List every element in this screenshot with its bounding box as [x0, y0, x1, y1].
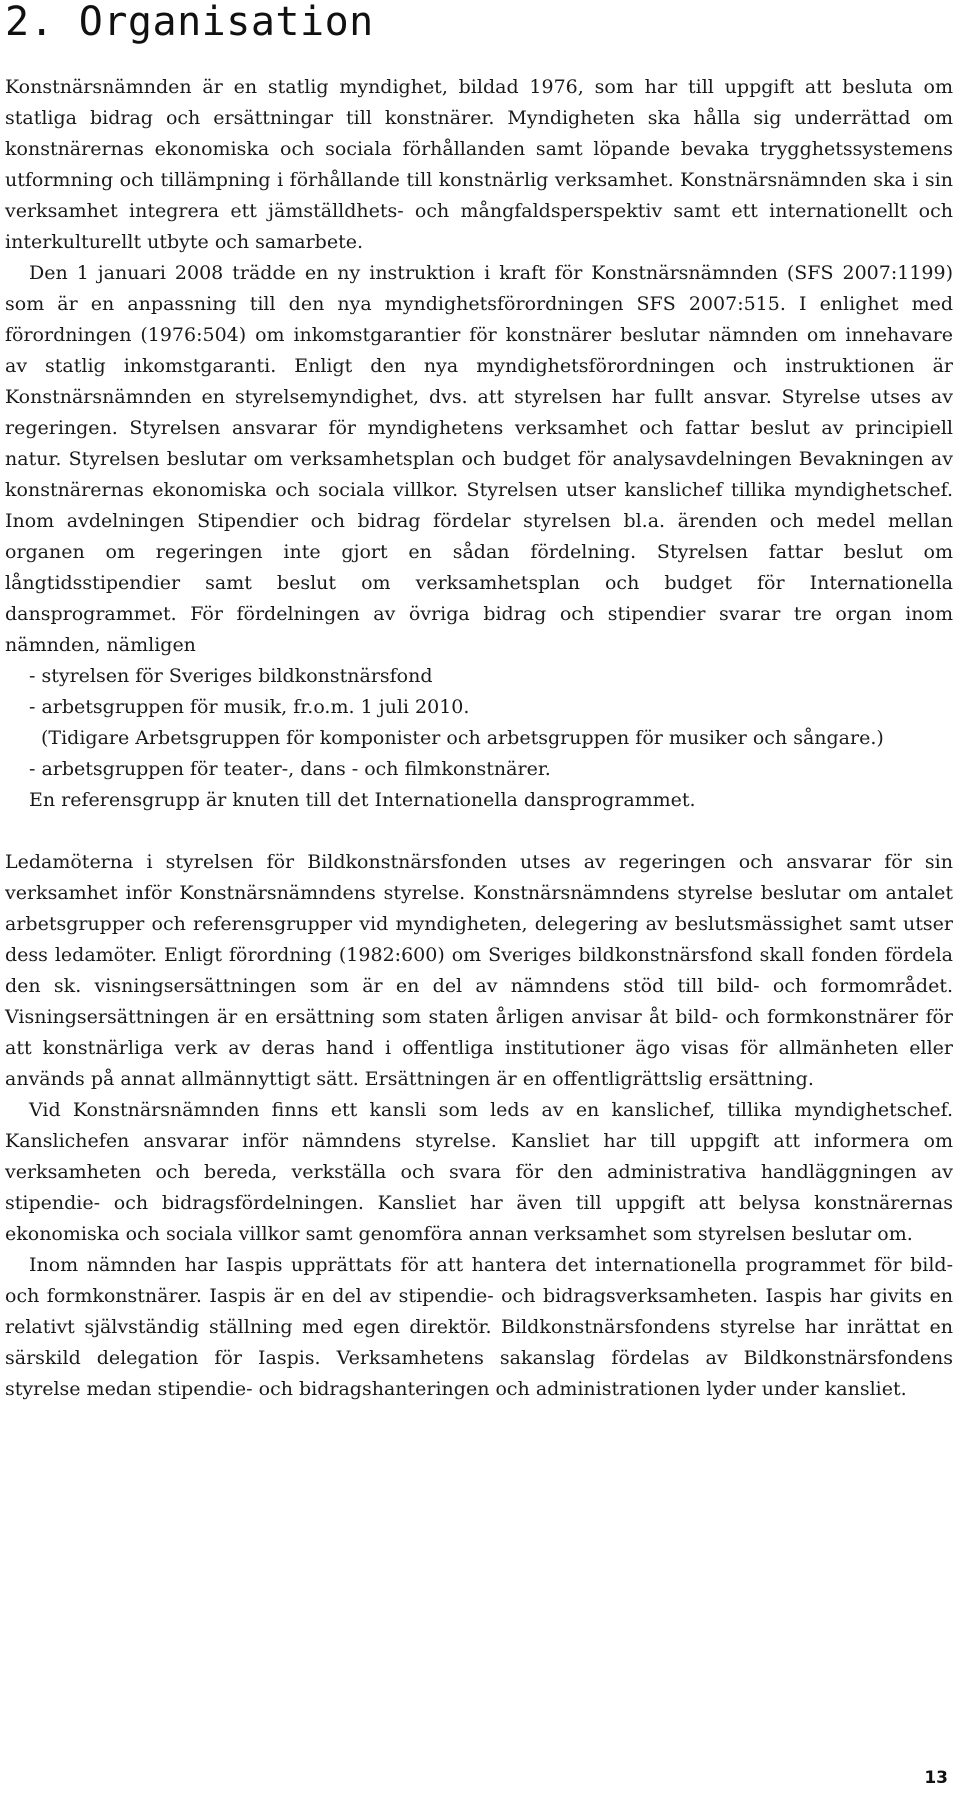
organ-list: [5, 661, 953, 816]
page-number: 13: [924, 1768, 948, 1788]
paragraph-kansli: Vid Konstnärsnämnden finns ett kansli som leds av en kanslichef, tillika myndighetschef. Kanslichefen ansvarar inför nämndens styrelse. Kansliet har till uppgift att informera om verksamheten och bereda, verkställa och svara för den administrativa handläggningen av stipendie- och bidragsfördelningen. Kansliet har även till uppgift att belysa konstnärernas ekonomiska och sociala villkor samt genomföra annan verksamhet som styrelsen beslutar om.: [5, 1099, 953, 1245]
paragraph-bildkonstnarsfonden: Ledamöterna i styrelsen för Bildkonstnärsfonden utses av regeringen och ansvarar för sin verksamhet inför Konstnärsnämndens styrelse. Konstnärsnämndens styrelse beslutar om antalet arbetsgrupper och referensgrupper vid myndigheten, delegering av beslutsmässighet samt utser dess ledamöter. Enligt förordning (1982:600) om Sveriges bildkonstnärsfond skall fonden fördela den sk. visningsersättningen som är en del av nämndens stöd till bild- och formområdet. Visningsersättningen är en ersättning som staten årligen anvisar åt bild- och formkonstnärer för att konstnärliga verk av deras hand i offentliga institutioner ägo visas för allmänheten eller används på annat allmännyttigt sätt. Ersättningen är en offentligrättslig ersättning.: [5, 851, 953, 1090]
list-item: - arbetsgruppen för teater-, dans - och filmkonstnärer.: [29, 758, 551, 780]
list-item: - styrelsen för Sveriges bildkonstnärsfond: [29, 665, 433, 687]
section-heading: 2. Organisation: [5, 0, 374, 45]
paragraph-iaspis: Inom nämnden har Iaspis upprättats för att hantera det internationella programmet för bild- och formkonstnärer. Iaspis är en del av stipendie- och bidragsverksamheten. Iaspis har givits en relativt självständig ställning med egen direktör. Bildkonstnärsfondens styrelse har inrättat en särskild delegation för Iaspis. Verksamhetens sakanslag fördelas av Bildkonstnärsfondens styrelse medan stipendie- och bidragshanteringen och administrationen lyder under kansliet.: [5, 1254, 953, 1400]
paragraph-organisation-intro: Konstnärsnämnden är en statlig myndighet, bildad 1976, som har till uppgift att besluta om statliga bidrag och ersättningar till konstnärer. Myndigheten ska hålla sig underrättad om konstnärernas ekonomiska och sociala förhållanden samt löpande bevaka trygghetssystemens utformning och tillämpning i förhållande till konstnärlig verksamhet. Konstnärsnämnden ska i sin verksamhet integrera ett jämställdhets- och mångfaldsperspektiv samt ett internationellt och interkulturellt utbyte och samarbete.: [5, 76, 953, 253]
document-page: [5, 0, 953, 1405]
list-item: En referensgrupp är knuten till det Internationella dansprogrammet.: [29, 789, 696, 811]
list-item: - arbetsgruppen för musik, fr.o.m. 1 juli 2010.: [29, 696, 470, 718]
list-note: (Tidigare Arbetsgruppen för komponister och arbetsgruppen för musiker och sångare.): [41, 727, 884, 749]
paragraph-instruction: Den 1 januari 2008 trädde en ny instruktion i kraft för Konstnärsnämnden (SFS 2007:1199) som är en anpassning till den nya myndighetsförordningen SFS 2007:515. I enlighet med förordningen (1976:504) om inkomstgarantier för konstnärer beslutar nämnden om innehavare av statlig inkomstgaranti. Enligt den nya myndighetsförordningen och instruktionen är Konstnärsnämnden en styrelsemyndighet, dvs. att styrelsen har fullt ansvar. Styrelse utses av regeringen. Styrelsen ansvarar för myndighetens verksamhet och fattar beslut av principiell natur. Styrelsen beslutar om verksamhetsplan och budget för analysavdelningen Bevakningen av konstnärernas ekonomiska och sociala villkor. Styrelsen utser kanslichef tillika myndighetschef. Inom avdelningen Stipendier och bidrag fördelar styrelsen bl.a. ärenden och medel mellan organen om regeringen inte gjort en sådan fördelning. Styrelsen fattar beslut om långtidsstipendier samt beslut om verksamhetsplan och budget för Internationella dansprogrammet. För fördelningen av övriga bidrag och stipendier svarar tre organ inom nämnden, nämligen: [5, 262, 953, 656]
paragraph-gap: [5, 816, 953, 847]
